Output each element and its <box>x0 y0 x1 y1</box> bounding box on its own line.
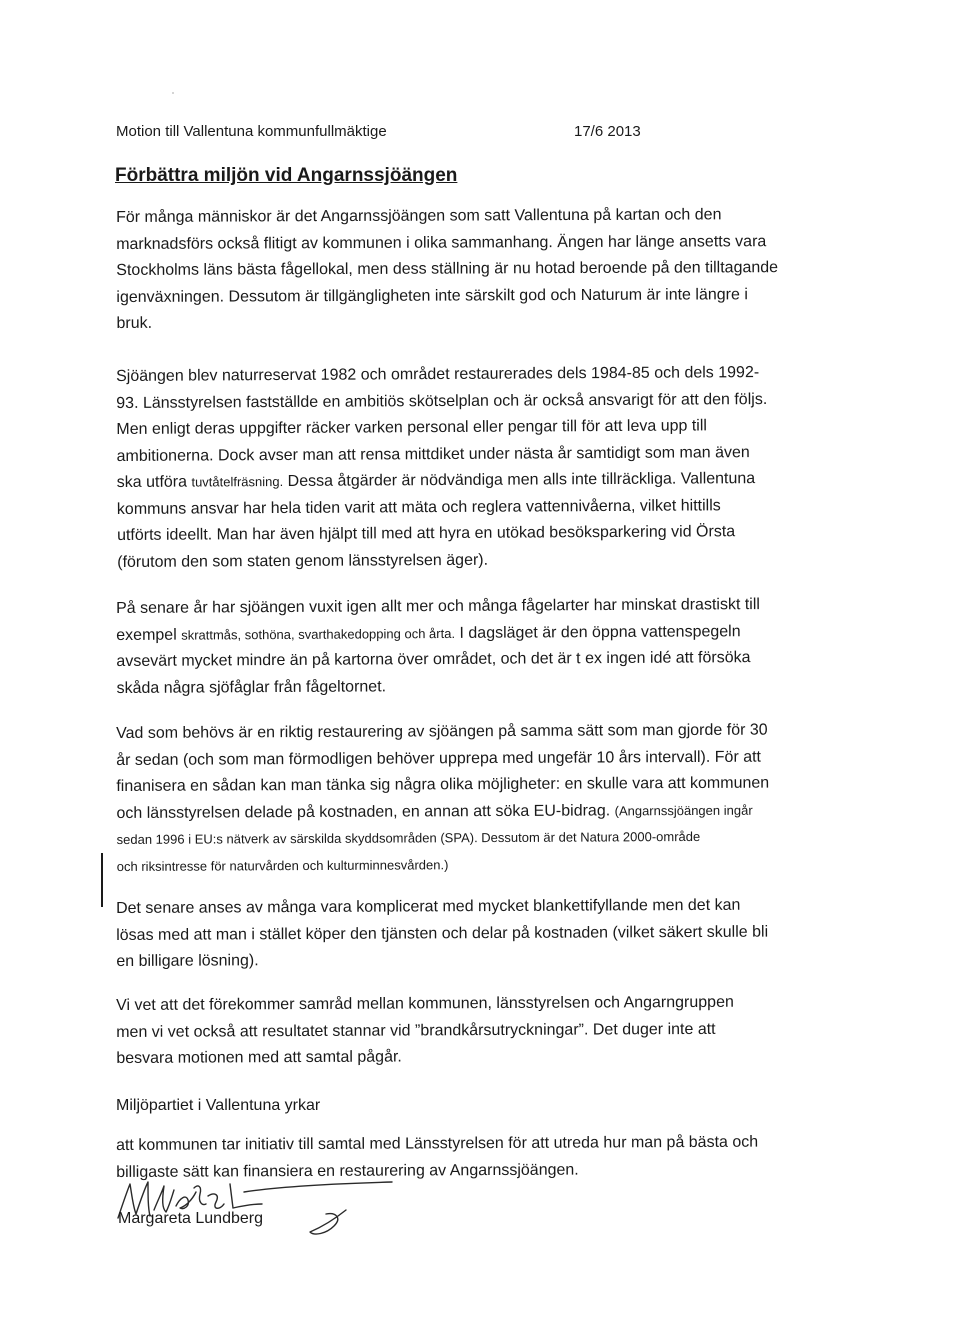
text-line: ambitionerna. Dock avser man att rensa mittdiket under nästa år samtidigt som man även <box>116 443 750 465</box>
text-line: 93. Länsstyrelsen fastställde en ambitiös skötselplan och är också ansvarigt för att den följs. <box>116 390 768 412</box>
text-line: På senare år har sjöängen vuxit igen allt mer och många fågelarter har minskat drastiskt till <box>116 596 760 617</box>
text-run-small: tuvtåtelfräsning. <box>191 473 284 490</box>
text-line: (förutom den som staten genom länsstyrelsen äger). <box>117 551 489 571</box>
motion-header: Motion till Vallentuna kommunfullmäktige <box>116 123 387 140</box>
text-line: utförts ideellt. Man har även hjälpt till med att hyra en utökad besöksparkering vid Örsta <box>116 523 736 544</box>
text-line <box>116 619 760 649</box>
scan-speck <box>172 92 174 94</box>
paragraph-consultation <box>116 990 734 1073</box>
text-line <box>117 466 768 496</box>
signer-name: Margareta Lundberg <box>118 1210 263 1227</box>
text-line: kommuns ansvar har hela tiden varit att mäta och reglera vattennivåerna, vilket hittills <box>116 496 721 518</box>
text-line: avsevärt mycket mindre än på kartorna över området, och det är t ex ingen idé att försöka <box>116 649 751 670</box>
paragraph-demand-intro <box>116 1093 320 1120</box>
text-run: I dagsläget är den öppna vattenspegeln <box>454 622 741 642</box>
text-line: bruk. <box>116 314 153 332</box>
text-line: Det senare anses av många vara komplicerat med mycket blankettifyllande men det kan <box>116 896 741 917</box>
text-line-small: sedan 1996 i EU:s nätverk av särskilda skyddsområden (SPA). Dessutom är det Natura 2000-område <box>116 828 701 847</box>
text-line: igenväxningen. Dessutom är tillgängligheten inte särskilt god och Naturum är inte längre i <box>116 285 748 306</box>
text-line: marknadsförs också flitigt av kommunen i olika sammanhang. Ängen har länge ansetts vara <box>116 232 767 253</box>
text-line: Sjöängen blev naturreservat 1982 och området restaurerades dels 1984-85 och dels 1992- <box>116 364 760 385</box>
text-run-small: skrattmås, sothöna, svarthakedopping och årta. <box>181 625 456 643</box>
text-line: Stockholms läns bästa fågellokal, men dess ställning är nu hotad beroende på den tilltagande <box>116 259 779 279</box>
text-line: billigaste sätt kan finansiera en restaurering av Angarnssjöängen. <box>116 1161 579 1181</box>
text-line: Vad som behövs är en riktig restaurering av sjöängen på samma sätt som man gjorde för 30 <box>116 721 768 742</box>
text-line: lösas med att man i stället köper den tjänsten och delar på kostnaden (vilket säkert skulle bli <box>116 923 769 944</box>
margin-mark <box>101 853 103 907</box>
paragraph-paperwork <box>116 893 768 976</box>
handwritten-signature <box>110 1170 410 1240</box>
text-line: besvara motionen med att samtal pågår. <box>116 1048 402 1067</box>
text-line: år sedan (och som man förmodligen behöver upprepa med ungefär 10 års intervall). För att <box>116 748 762 769</box>
paragraph-history <box>116 360 768 576</box>
text-run-small: (Angarnssjöängen ingår <box>614 802 753 818</box>
text-line: skåda några sjöfåglar från fågeltornet. <box>116 677 387 697</box>
paragraph-restoration <box>116 718 770 880</box>
text-run: exempel <box>116 626 182 644</box>
text-line: För många människor är det Angarnssjöängen som satt Vallentuna på kartan och den <box>116 206 722 226</box>
text-run: ska utföra <box>116 473 192 491</box>
text-line <box>116 797 769 827</box>
text-line-small: och riksintresse för naturvården och kulturminnesvården.) <box>116 856 449 874</box>
text-line: en billigare lösning). <box>116 952 259 970</box>
paragraph-overgrowth <box>116 592 761 702</box>
text-line: Vi vet att det förekommer samråd mellan kommunen, länsstyrelsen och Angarngruppen <box>116 993 734 1014</box>
text-run: och länsstyrelsen delade på kostnaden, en annan att söka EU-bidrag. <box>116 801 615 822</box>
document-title: Förbättra miljön vid Angarnssjöängen <box>115 165 458 186</box>
motion-date: 17/6 2013 <box>574 123 641 140</box>
text-line: Miljöpartiet i Vallentuna yrkar <box>116 1097 321 1114</box>
text-line: Men enligt deras uppgifter räcker varken personal eller pengar till för att leva upp till <box>116 417 707 438</box>
paragraph-intro <box>116 202 778 337</box>
text-line: att kommunen tar initiativ till samtal med Länsstyrelsen för att utreda hur man på bästa och <box>116 1133 759 1154</box>
text-line: finanisera en sådan kan man tänka sig några olika möjligheter: en skulle vara att kommunen <box>116 774 770 795</box>
text-run: Dessa åtgärder är nödvändiga men alls inte tillräckliga. Vallentuna <box>283 470 756 490</box>
text-line: men vi vet också att resultatet stannar vid ”brandkårsutryckningar”. Det duger inte att <box>116 1020 716 1041</box>
